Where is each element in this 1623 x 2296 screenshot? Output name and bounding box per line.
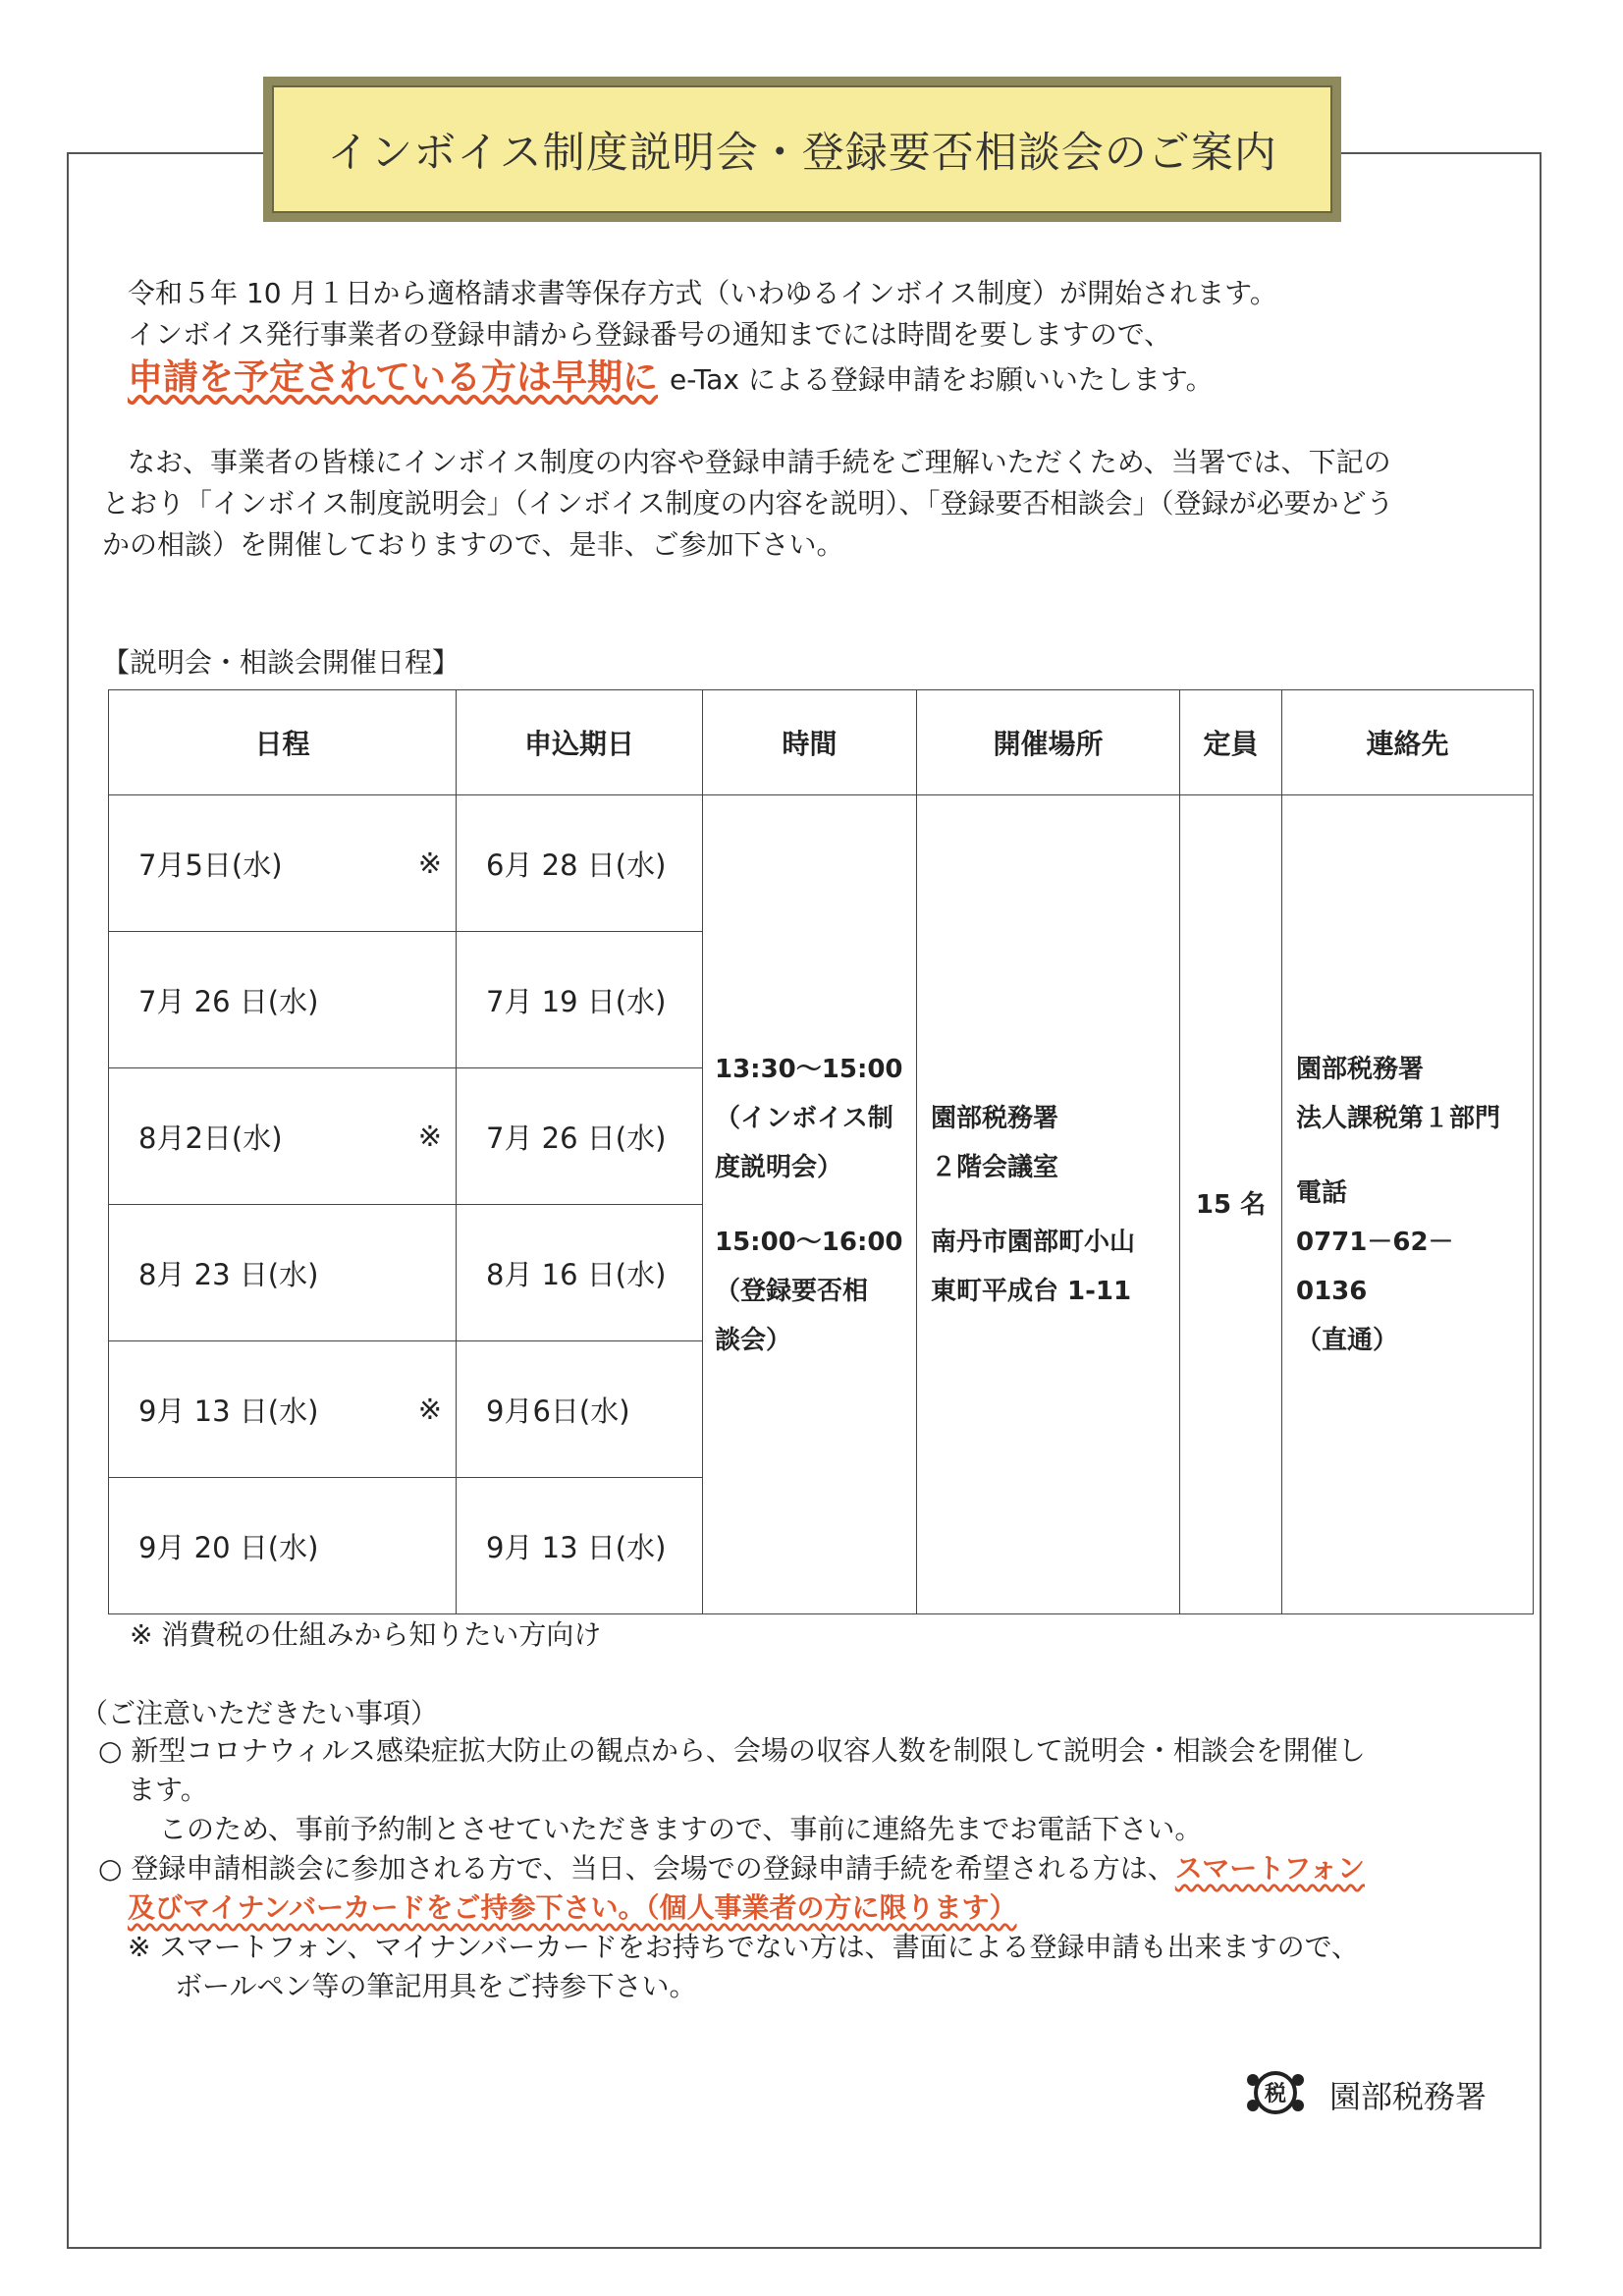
col-header-date: 日程 [109, 690, 457, 795]
note-1-line-b: ます。 [128, 1774, 208, 1806]
date-cell: 8月2日(水) ※ [109, 1068, 457, 1205]
note-mark: ※ [417, 1120, 442, 1153]
note-1-line-a: ○ 新型コロナウィルス感染症拡大防止の観点から、会場の収容人数を制限して説明会・相談会を開催し [98, 1734, 1366, 1767]
note-1-line-c: このため、事前予約制とさせていただきますので、事前に連絡先までお電話下さい。 [159, 1813, 1203, 1845]
deadline-cell: 7月 19 日(水) [457, 932, 703, 1068]
venue-cell: 園部税務署 ２階会議室 南丹市園部町小山 東町平成台 1-11 [917, 795, 1180, 1614]
schedule-heading: 【説明会・相談会開催日程】 [102, 646, 460, 679]
intro-line-3 [128, 357, 1214, 401]
table-footnote: ※ 消費税の仕組みから知りたい方向け [130, 1618, 602, 1651]
page-title: インボイス制度説明会・登録要否相談会のご案内 [272, 85, 1332, 213]
note-3-line-a: ※ スマートフォン、マイナンバーカードをお持ちでない方は、書面による登録申請も出来ますので、 [128, 1931, 1360, 1963]
deadline-cell: 6月 28 日(水) [457, 795, 703, 932]
deadline-cell: 9月 13 日(水) [457, 1478, 703, 1614]
seal-char: 税 [1264, 2082, 1287, 2106]
date-cell: 8月 23 日(水) [109, 1205, 457, 1341]
note-mark: ※ [417, 1393, 442, 1426]
schedule-table [108, 689, 1534, 1614]
intro-emphasis: 申請を予定されている方は早期に [128, 357, 659, 398]
para2-line-3: かの相談）を開催しておりますので、是非、ご参加下さい。 [102, 528, 844, 561]
signature-office: 園部税務署 [1329, 2078, 1488, 2115]
deadline-cell: 9月6日(水) [457, 1341, 703, 1478]
note-2-emphasis-a: スマートフォン [1174, 1852, 1365, 1885]
time-cell: 13:30～15:00 （インボイス制 度説明会） 15:00～16:00 （登録要否相 談会） [703, 795, 917, 1614]
note-2-line-a: ○ 登録申請相談会に参加される方で、当日、会場での登録申請手続を希望される方は、スマートフォン [98, 1852, 1365, 1885]
deadline-cell: 8月 16 日(水) [457, 1205, 703, 1341]
col-header-contact: 連絡先 [1282, 690, 1534, 795]
tax-office-seal-icon [1245, 2066, 1306, 2119]
col-header-capacity: 定員 [1180, 690, 1282, 795]
deadline-cell: 7月 26 日(水) [457, 1068, 703, 1205]
col-header-venue: 開催場所 [917, 690, 1180, 795]
col-header-deadline: 申込期日 [457, 690, 703, 795]
title-box [263, 77, 1341, 222]
table-header-row [109, 690, 1534, 795]
intro-line-2: インボイス発行事業者の登録申請から登録番号の通知までには時間を要しますので、 [128, 318, 1172, 351]
contact-cell: 園部税務署 法人課税第１部門 電話 0771－62－0136 （直通） [1282, 795, 1534, 1614]
note-3-line-b: ボールペン等の筆記用具をご持参下さい。 [175, 1970, 697, 2002]
date-cell: 9月 13 日(水) ※ [109, 1341, 457, 1478]
capacity-cell: 15 名 [1180, 795, 1282, 1614]
para2-line-2: とおり「インボイス制度説明会」（インボイス制度の内容を説明）、「登録要否相談会」（登録が必要かどう [102, 487, 1394, 519]
notes-heading: （ご注意いただきたい事項） [81, 1697, 439, 1729]
intro-line-3-rest: e-Tax による登録申請をお願いいたします。 [670, 363, 1214, 396]
note-2-line-b [128, 1887, 1017, 1929]
date-cell: 7月5日(水) ※ [109, 795, 457, 932]
intro-line-1: 令和５年 10 月１日から適格請求書等保存方式（いわゆるインボイス制度）が開始されます。 [128, 277, 1277, 309]
para2-line-1: なお、事業者の皆様にインボイス制度の内容や登録申請手続をご理解いただくため、当署では、下記の [128, 446, 1391, 478]
date-cell: 9月 20 日(水) [109, 1478, 457, 1614]
table-row [109, 795, 1534, 932]
note-mark: ※ [417, 847, 442, 880]
col-header-time: 時間 [703, 690, 917, 795]
note-2-emphasis-b: 及びマイナンバーカードをご持参下さい。（個人事業者の方に限ります） [128, 1891, 1017, 1924]
date-cell: 7月 26 日(水) [109, 932, 457, 1068]
